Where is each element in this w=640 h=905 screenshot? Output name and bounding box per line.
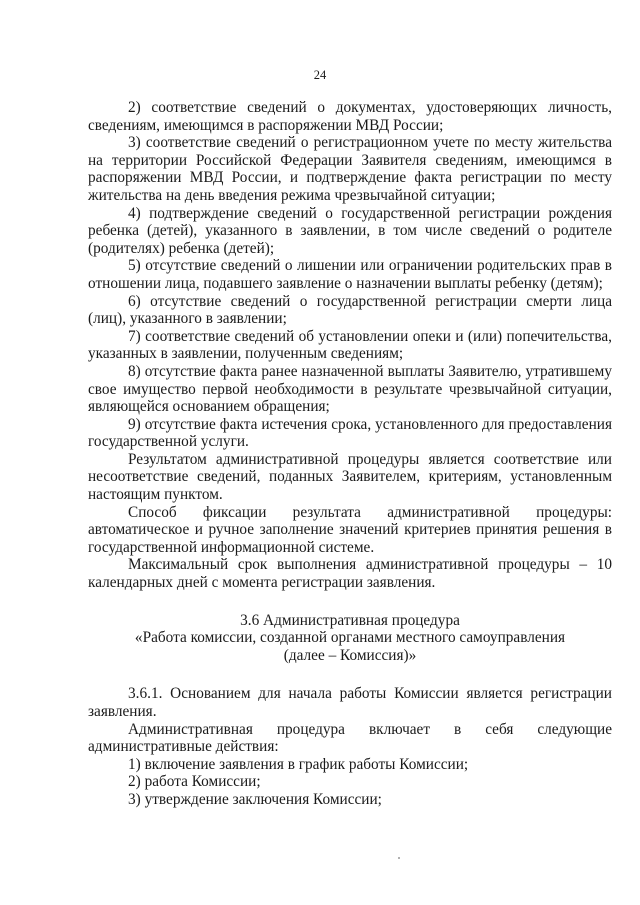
paragraph-procedure-includes: Административная процедура включает в себя следующие административные действия: [88, 720, 612, 756]
paragraph-criterion-6: 6) отсутствие сведений о государственной регистрации смерти лица (лиц), указанного в заявлении; [88, 292, 612, 328]
paragraph-max-term: Максимальный срок выполнения административной процедуры – 10 календарных дней с момента регистрации заявления. [88, 556, 612, 592]
paragraph-3-6-1: 3.6.1. Основанием для начала работы Комиссии является регистрации заявления. [88, 685, 612, 720]
section-heading-line-3: (далее – Комиссия)» [283, 646, 417, 664]
paragraph-criterion-5: 5) отсутствие сведений о лишении или ограничении родительских прав в отношении лица, подавшего заявление о назначении выплаты ребенку (детям); [88, 257, 612, 292]
paragraph-fixation-method: Способ фиксации результата административной процедуры: автоматическое и ручное заполнение значений критериев принятия решения в государственной информационной системе. [88, 503, 612, 556]
paragraph-criterion-3: 3) соответствие сведений о регистрационном учете по месту жительства на территории Российской Федерации Заявителя сведениям, имеющимся в распоряжении МВД России, и подтверждение факта регистрации по месту жительства на день введения режима чрезвычайной ситуации; [88, 134, 612, 204]
paragraph-criterion-8: 8) отсутствие факта ранее назначенной выплаты Заявителю, утратившему свое имущество первой необходимости в результате чрезвычайной ситуации, являющейся основанием обращения; [88, 362, 612, 416]
list-item-action-2: 2) работа Комиссии; [128, 773, 261, 791]
document-body [88, 99, 612, 809]
list-item-action-3: 3) утверждение заключения Комиссии; [128, 790, 382, 808]
section-heading-line-2: «Работа комиссии, созданной органами местного самоуправления [134, 629, 566, 647]
paragraph-criterion-7: 7) соответствие сведений об установлении опеки и (или) попечительства, указанных в заявлении, полученным сведениям; [88, 327, 612, 363]
paragraph-criterion-2: 2) соответствие сведений о документах, удостоверяющих личность, сведениям, имеющимся в распоряжении МВД России; [88, 99, 612, 134]
section-heading-line-1: 3.6 Административная процедура [240, 611, 460, 629]
paragraph-criterion-4: 4) подтверждение сведений о государственной регистрации рождения ребенка (детей), указанного в заявлении, в том числе сведений о родителе (родителях) ребенка (детей); [88, 204, 612, 257]
paragraph-result: Результатом административной процедуры является соответствие или несоответствие сведений, поданных Заявителем, критериям, установленным настоящим пунктом. [88, 450, 612, 504]
scan-speck [398, 857, 400, 859]
list-item-action-1: 1) включение заявления в график работы Комиссии; [128, 755, 469, 773]
page-number: 24 [313, 68, 327, 82]
paragraph-criterion-9: 9) отсутствие факта истечения срока, установленного для предоставления государственной услуги. [88, 415, 612, 451]
